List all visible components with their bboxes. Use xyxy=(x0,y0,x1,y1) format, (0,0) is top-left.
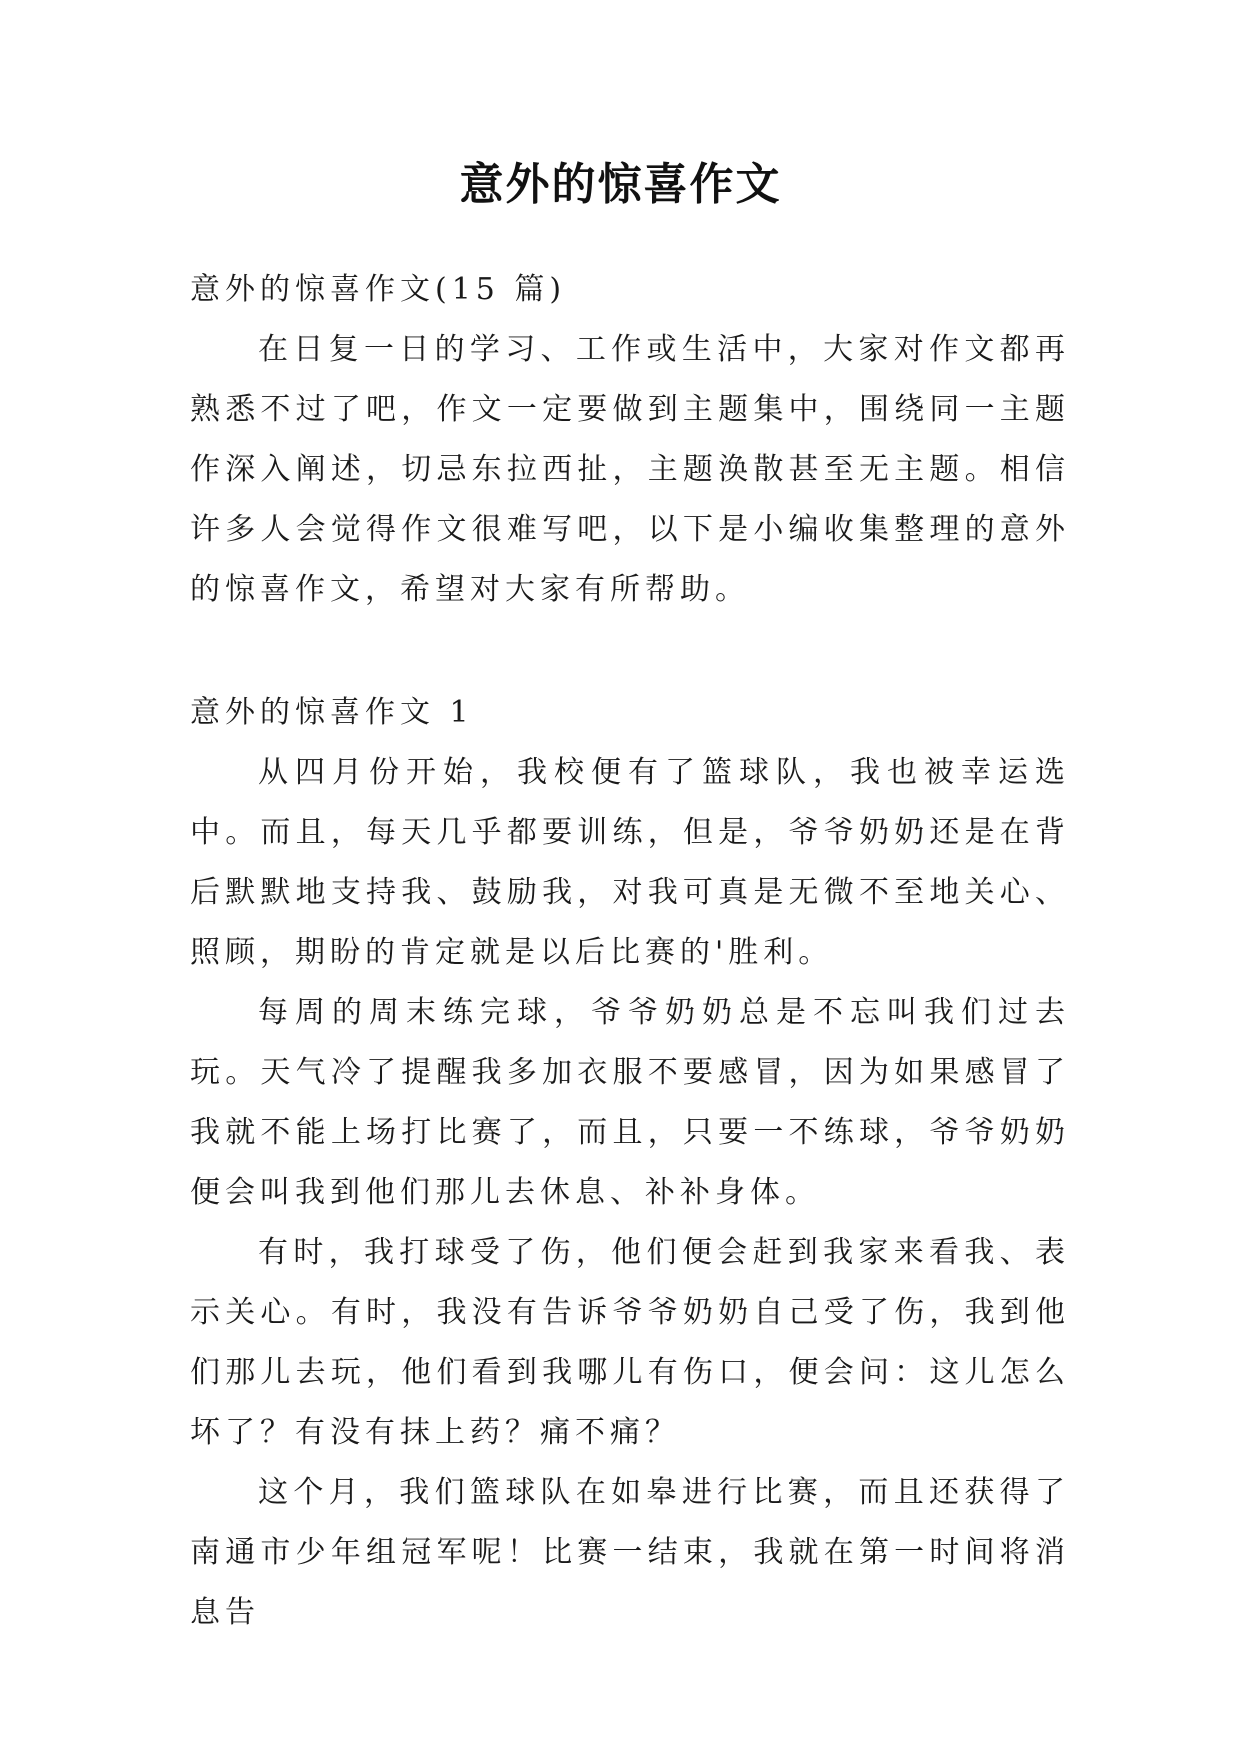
section-spacer xyxy=(190,620,1070,683)
section-heading: 意外的惊喜作文 1 xyxy=(190,695,474,730)
intro-paragraph: 在日复一日的学习、工作或生活中，大家对作文都再熟悉不过了吧，作文一定要做到主题集中，围绕同一主题作深入阐述，切忌东拉西扯，主题涣散甚至无主题。相信许多人会觉得作文很难写吧，以下是小编收集整理的意外的惊喜作文，希望对大家有所帮助。 xyxy=(190,332,1070,607)
document-subtitle: 意外的惊喜作文(15 篇) xyxy=(190,272,567,307)
body-paragraph: 这个月，我们篮球队在如皋进行比赛，而且还获得了南通市少年组冠军呢！比赛一结束，我就在第一时间将消息告 xyxy=(190,1475,1070,1630)
body-paragraph: 每周的周末练完球，爷爷奶奶总是不忘叫我们过去玩。天气冷了提醒我多加衣服不要感冒，因为如果感冒了我就不能上场打比赛了，而且，只要一不练球，爷爷奶奶便会叫我到他们那儿去休息、补补身体。 xyxy=(190,995,1070,1210)
body-paragraph: 有时，我打球受了伤，他们便会赶到我家来看我、表示关心。有时，我没有告诉爷爷奶奶自己受了伤，我到他们那儿去玩，他们看到我哪儿有伤口，便会问：这儿怎么坏了？有没有抹上药？痛不痛？ xyxy=(190,1235,1070,1450)
document-title: 意外的惊喜作文 xyxy=(459,159,782,210)
document-body xyxy=(190,260,1070,1643)
body-paragraph: 从四月份开始，我校便有了篮球队，我也被幸运选中。而且，每天几乎都要训练，但是，爷爷奶奶还是在背后默默地支持我、鼓励我，对我可真是无微不至地关心、照顾，期盼的肯定就是以后比赛的'胜利。 xyxy=(190,755,1070,970)
